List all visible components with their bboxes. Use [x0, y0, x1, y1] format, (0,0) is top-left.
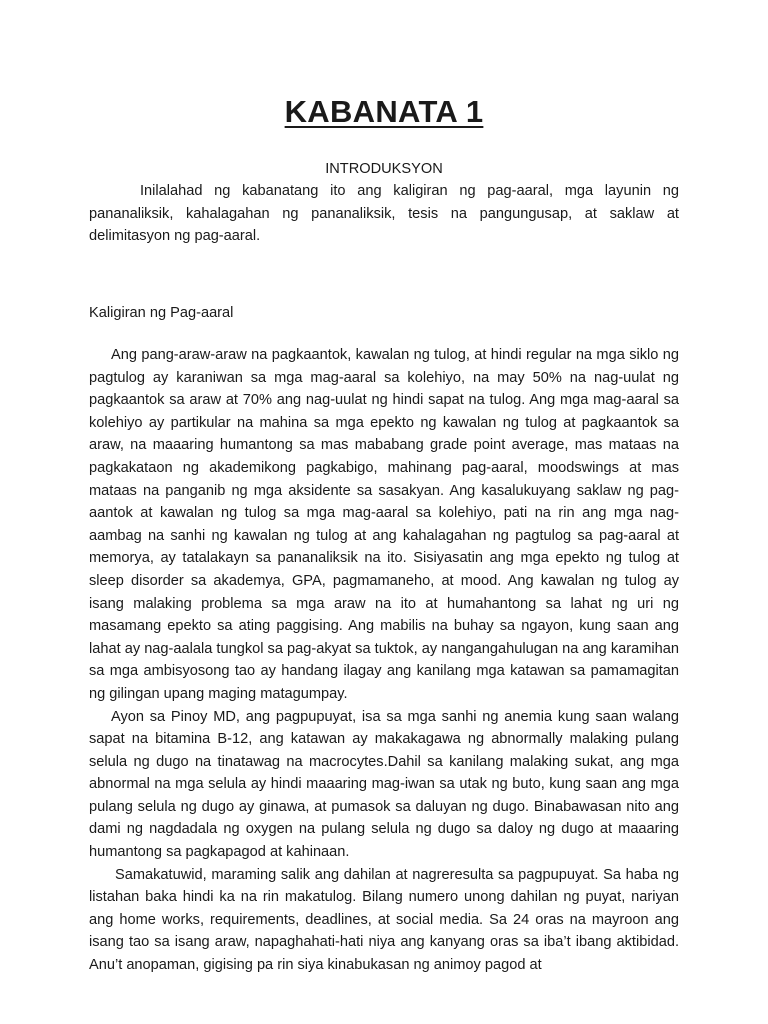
body-paragraph: Ayon sa Pinoy MD, ang pagpupuyat, isa sa mga sanhi ng anemia kung saan walang sapat na bitamina B-12, ang katawan ay makakagawa ng abnormally malaking pulang selula ng dugo na tinatawag na macrocytes.Dahil sa kanilang malaking sukat, ang mga abnormal na mga selula ay hindi maaaring mag-iwan sa utak ng buto, kung saan ang mga pulang selula ng dugo ay ginawa, at pumasok sa daluyan ng dugo. Binabawasan nito ang dami ng nagdadala ng oxygen na pulang selula ng dugo sa daloy ng dugo at maaaring humantong sa pagkapagod at kahinaan.	[89, 708, 679, 861]
chapter-title: KABANATA 1	[284, 94, 484, 129]
body-paragraph: Samakatuwid, maraming salik ang dahilan at nagreresulta sa pagpupuyat. Sa haba ng listahan baka hindi ka na rin makatulog. Bilang numero unong dahilan ng puyat, nariyan ang home works, requirements, deadlines, at social media. Sa 24 oras na mayroon ang isang tao sa isang araw, napaghahati-hati niya ang kanyang oras sa iba’t ibang aktibidad. Anu’t anopaman, gigising pa rin siya kinabukasan ng animoy pagod at	[89, 866, 679, 974]
introduction-paragraph: Inilalahad ng kabanatang ito ang kaligiran ng pag-aaral, mga layunin ng pananaliksik, kahalagahan ng pananaliksik, tesis na pangungusap, at saklaw at delimitasyon ng pag-aaral.	[89, 183, 679, 245]
body-text	[89, 344, 679, 977]
body-paragraph: Ang pang-araw-araw na pagkaantok, kawalan ng tulog, at hindi regular na mga siklo ng pagtulog ay karaniwan sa mga mag-aaral sa kolehiyo, na may 50% na nag-uulat ng pagkaantok sa araw at 70% ang nag-uulat ng hindi sapat na tulog. Ang mga mag-aaral sa kolehiyo ay partikular na mahina sa mga epekto ng kawalan ng tulog at pagkaantok sa araw, na maaaring humantong sa mas mababang grade point average, mas mataas na pagkakataon ng akademikong pagkabigo, mahinang pag-aaral, moodswings at mas mataas na panganib ng mga aksidente sa sasakyan. Ang kasalukuyang saklaw ng pag-aantok at kawalan ng tulog sa mga mag-aaral sa kolehiyo, pati na rin ang mga nag-aambag na sanhi ng kawalan ng tulog at ang kahalagahan ng pagtulog sa pag-aaral at memorya, ay tatalakayn sa pananaliksik na ito. Sisiyasatin ang mga epekto ng tulog at sleep disorder sa akademya, GPA, pagmamaneho, at mood. Ang kawalan ng tulog ay isang malaking problema sa mga araw na ito at humahantong sa lahat ng uri ng masamang epekto sa ating paggising. Ang mabilis na buhay sa ngayon, kung saan ang lahat ay nag-aalala tungkol sa pag-akyat sa tuktok, ay nangangahulugan na ang karamihan sa mga ambisyosong tao ay handang ilagay ang kanilang mga katawan sa pamamagitan ng gilingan upang maging matagumpay.	[89, 347, 679, 702]
section-heading-kaligiran: Kaligiran ng Pag-aaral	[89, 305, 234, 321]
introduction-heading: INTRODUKSYON	[325, 161, 443, 177]
